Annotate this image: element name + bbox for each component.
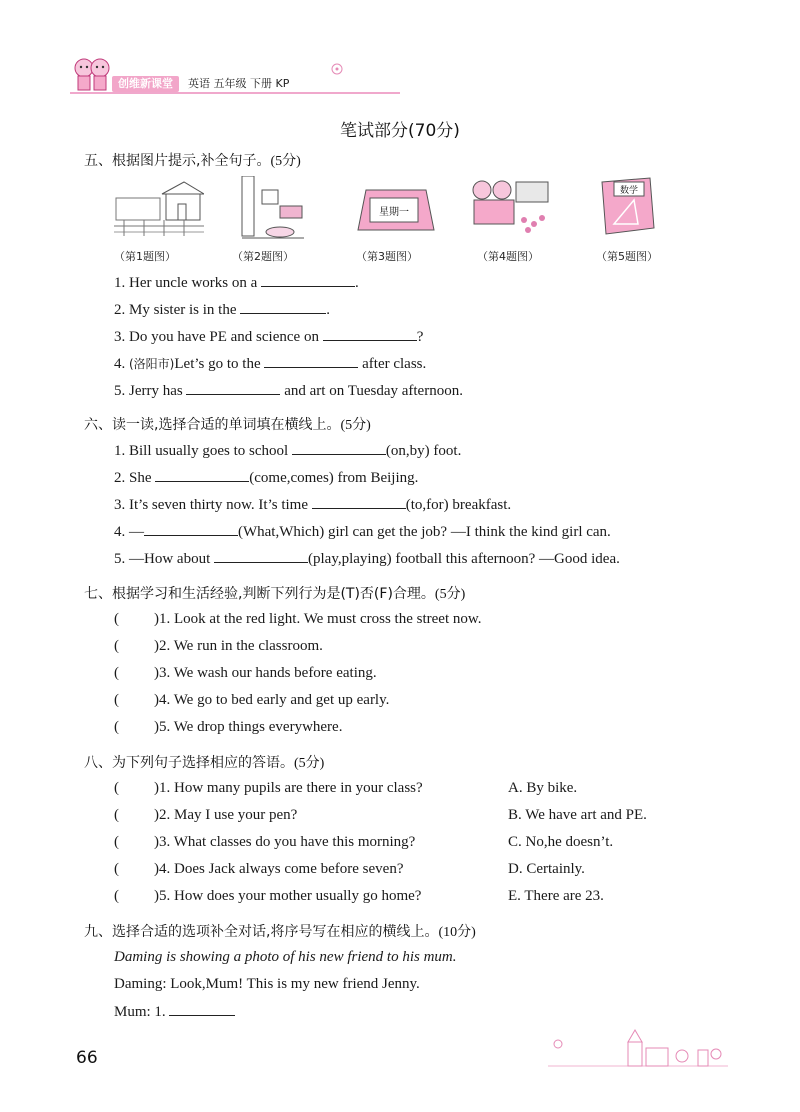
kids-playing-picture bbox=[466, 176, 552, 242]
course-label: 英语 五年级 下册 KP bbox=[188, 77, 290, 90]
answer-paren[interactable]: ( bbox=[114, 807, 119, 823]
s8-item-4 bbox=[114, 861, 403, 878]
s5-item-2 bbox=[114, 301, 330, 319]
s6-item-3 bbox=[114, 496, 511, 514]
s8-item-5-text: )5. How does your mother usually go home? bbox=[154, 888, 422, 904]
s8-item-5 bbox=[114, 888, 421, 905]
section5-title-text: 五、根据图片提示,补全句子。 bbox=[84, 153, 271, 169]
math-book-picture bbox=[594, 176, 658, 242]
s7-item-4-text: )4. We go to bed early and get up early. bbox=[154, 692, 390, 708]
section6-title-text: 六、读一读,选择合适的单词填在横线上。 bbox=[84, 417, 341, 433]
answer-blank[interactable] bbox=[214, 550, 308, 563]
s6-item-3-end: (to,for) breakfast. bbox=[405, 497, 512, 513]
s9-line-1: Daming: Look,Mum! This is my new friend Jenny. bbox=[114, 976, 420, 992]
s7-item-5-text: )5. We drop things everywhere. bbox=[154, 719, 343, 735]
answer-paren[interactable]: ( bbox=[114, 611, 119, 627]
section8-points: (5分) bbox=[294, 756, 325, 771]
header-rule bbox=[70, 92, 400, 94]
answer-paren[interactable]: ( bbox=[114, 692, 119, 708]
s6-item-2 bbox=[114, 469, 418, 487]
s8-option-b: B. We have art and PE. bbox=[508, 807, 647, 823]
caption-3: （第3题图） bbox=[356, 250, 418, 263]
s8-option-a: A. By bike. bbox=[508, 780, 578, 796]
s5-item-3-text: 3. Do you have PE and science on bbox=[114, 329, 323, 345]
section6-points: (5分) bbox=[340, 418, 371, 433]
s7-item-3 bbox=[114, 665, 377, 682]
s6-item-1-text: 1. Bill usually goes to school bbox=[114, 443, 292, 459]
section5-points: (5分) bbox=[270, 154, 301, 169]
s5-item-1-end: . bbox=[355, 275, 359, 291]
s9-line-2-text: Mum: 1. bbox=[114, 1004, 170, 1020]
s5-item-4-end: after class. bbox=[358, 356, 427, 372]
s6-item-4 bbox=[114, 523, 611, 541]
s6-item-4-text: 4. — bbox=[114, 524, 144, 540]
section8-title bbox=[84, 752, 324, 772]
book-label: 数学 bbox=[619, 186, 639, 196]
section5-title bbox=[84, 150, 301, 170]
answer-blank[interactable] bbox=[169, 1003, 235, 1016]
answer-paren[interactable]: ( bbox=[114, 638, 119, 654]
section9-title bbox=[84, 921, 476, 941]
answer-blank[interactable] bbox=[155, 469, 249, 482]
s8-item-2 bbox=[114, 807, 297, 824]
s8-item-1-text: )1. How many pupils are there in your class? bbox=[154, 780, 423, 796]
answer-blank[interactable] bbox=[261, 274, 355, 287]
s7-item-1 bbox=[114, 611, 481, 628]
answer-blank[interactable] bbox=[240, 301, 326, 314]
s8-item-1 bbox=[114, 780, 423, 797]
s5-item-4-tag: (洛阳市) bbox=[129, 357, 175, 371]
s8-option-e: E. There are 23. bbox=[508, 888, 604, 904]
caption-4: （第4题图） bbox=[477, 250, 539, 263]
s7-item-3-text: )3. We wash our hands before eating. bbox=[154, 665, 377, 681]
section8-title-text: 八、为下列句子选择相应的答语。 bbox=[84, 755, 294, 771]
s5-item-5 bbox=[114, 382, 463, 400]
s8-item-2-text: )2. May I use your pen? bbox=[154, 807, 298, 823]
calendar-label: 星期一 bbox=[379, 207, 409, 218]
s5-item-2-text: 2. My sister is in the bbox=[114, 302, 241, 318]
bathroom-picture bbox=[240, 176, 306, 242]
s5-item-1 bbox=[114, 274, 359, 292]
s5-item-5-end: and art on Tuesday afternoon. bbox=[280, 383, 463, 399]
s5-item-3-end: ? bbox=[416, 329, 424, 345]
s6-item-1 bbox=[114, 442, 461, 460]
s8-item-4-text: )4. Does Jack always come before seven? bbox=[154, 861, 404, 877]
section7-title bbox=[84, 583, 465, 603]
section7-points: (5分) bbox=[434, 587, 466, 602]
s6-item-5-end: (play,playing) football this afternoon? —Good idea. bbox=[308, 551, 620, 567]
s6-item-5-text: 5. —How about bbox=[114, 551, 214, 567]
s6-item-3-text: 3. It’s seven thirty now. It’s time bbox=[114, 497, 312, 513]
answer-paren[interactable]: ( bbox=[114, 861, 119, 877]
answer-paren[interactable]: ( bbox=[114, 888, 119, 904]
s6-item-2-text: 2. She bbox=[114, 470, 156, 486]
answer-blank[interactable] bbox=[144, 523, 238, 536]
castle-decoration-icon bbox=[548, 1022, 728, 1070]
section9-title-text: 九、选择合适的选项补全对话,将序号写在相应的横线上。 bbox=[84, 924, 439, 940]
answer-paren[interactable]: ( bbox=[114, 719, 119, 735]
answer-paren[interactable]: ( bbox=[114, 834, 119, 850]
s5-item-4-text: Let’s go to the bbox=[174, 356, 265, 372]
answer-blank[interactable] bbox=[292, 442, 386, 455]
answer-paren[interactable]: ( bbox=[114, 665, 119, 681]
answer-blank[interactable] bbox=[264, 355, 358, 368]
s8-option-d: D. Certainly. bbox=[508, 861, 585, 877]
s7-item-1-text: )1. Look at the red light. We must cross the street now. bbox=[154, 611, 482, 627]
caption-2: （第2题图） bbox=[232, 250, 294, 263]
s6-item-1-end: (on,by) foot. bbox=[385, 443, 462, 459]
page-title: 笔试部分(70分) bbox=[340, 121, 460, 141]
section9-points: (10分) bbox=[438, 925, 476, 940]
s9-line-2 bbox=[114, 1003, 235, 1021]
farm-picture bbox=[114, 176, 204, 242]
s5-item-5-text: 5. Jerry has bbox=[114, 383, 187, 399]
answer-blank[interactable] bbox=[186, 382, 280, 395]
s6-item-2-end: (come,comes) from Beijing. bbox=[249, 470, 419, 486]
answer-blank[interactable] bbox=[323, 328, 417, 341]
s7-item-4 bbox=[114, 692, 389, 709]
s6-item-5 bbox=[114, 550, 620, 568]
page-number: 66 bbox=[76, 1048, 98, 1068]
s8-item-3-text: )3. What classes do you have this morning? bbox=[154, 834, 416, 850]
s5-item-2-end: . bbox=[326, 302, 330, 318]
flower-icon bbox=[330, 62, 344, 76]
answer-paren[interactable]: ( bbox=[114, 780, 119, 796]
answer-blank[interactable] bbox=[312, 496, 406, 509]
s7-item-2 bbox=[114, 638, 323, 655]
s8-item-3 bbox=[114, 834, 415, 851]
s9-intro: Daming is showing a photo of his new friend to his mum. bbox=[114, 949, 457, 965]
s5-item-4 bbox=[114, 355, 426, 373]
s7-item-2-text: )2. We run in the classroom. bbox=[154, 638, 323, 654]
caption-1: （第1题图） bbox=[114, 250, 176, 263]
section7-title-text: 七、根据学习和生活经验,判断下列行为是(T)否(F)合理。 bbox=[84, 586, 435, 602]
brand-label: 创维新课堂 bbox=[112, 76, 179, 92]
s5-item-4-num: 4. bbox=[114, 356, 129, 372]
section6-title bbox=[84, 414, 371, 434]
s5-item-1-text: 1. Her uncle works on a bbox=[114, 275, 262, 291]
s7-item-5 bbox=[114, 719, 342, 736]
s6-item-4-end: (What,Which) girl can get the job? —I think the kind girl can. bbox=[238, 524, 611, 540]
s5-item-3 bbox=[114, 328, 423, 346]
caption-5: （第5题图） bbox=[596, 250, 658, 263]
monday-calendar-picture bbox=[352, 176, 436, 242]
s8-option-c: C. No,he doesn’t. bbox=[508, 834, 614, 850]
